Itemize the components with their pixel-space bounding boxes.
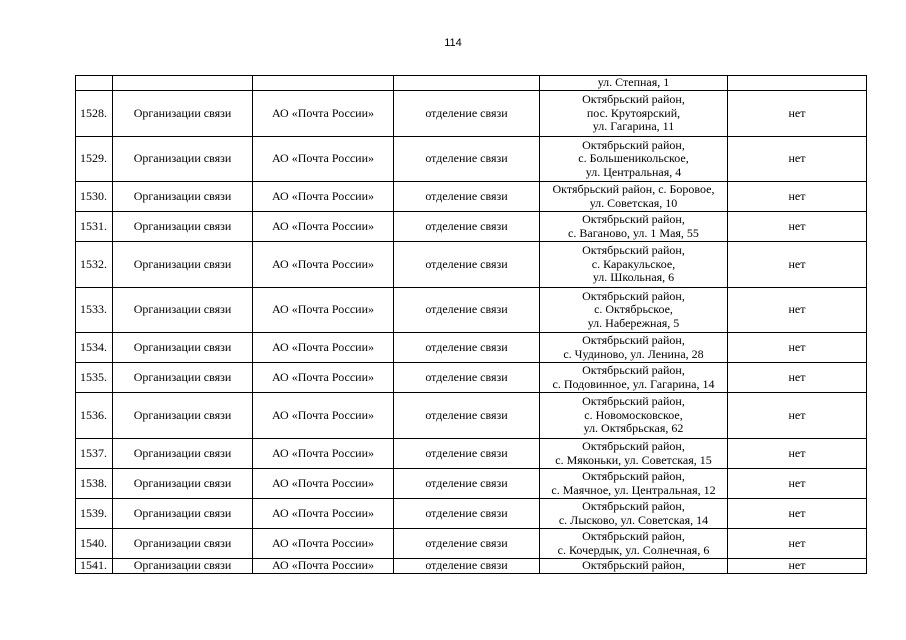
row-status: нет	[728, 212, 867, 242]
table-row	[76, 393, 867, 439]
row-object: отделение связи	[394, 288, 540, 333]
row-number: 1541.	[76, 559, 113, 574]
address-line: с. Мяконьки, ул. Советская, 15	[555, 452, 712, 467]
row-address	[540, 499, 728, 529]
row-number: 1540.	[76, 529, 113, 559]
address-line: Октябрьский район,	[582, 243, 685, 258]
row-number: 1535.	[76, 363, 113, 393]
row-category: Организации связи	[113, 288, 253, 333]
row-organization: АО «Почта России»	[253, 182, 394, 212]
row-object: отделение связи	[394, 363, 540, 393]
table-row	[76, 212, 867, 242]
address-line: с. Новомосковское,	[584, 407, 683, 422]
row-number: 1529.	[76, 137, 113, 182]
row-address	[540, 242, 728, 288]
address-line: Октябрьский район,	[582, 439, 685, 453]
row-category: Организации связи	[113, 137, 253, 182]
address-line: Октябрьский район,	[582, 499, 685, 513]
row-object: отделение связи	[394, 469, 540, 499]
address-line: с. Лысково, ул. Советская, 14	[558, 512, 709, 527]
table-row	[76, 137, 867, 182]
address-line: ул. Октябрьская, 62	[583, 421, 684, 436]
row-object: отделение связи	[394, 529, 540, 559]
page-number: 114	[444, 37, 462, 49]
cell-status	[728, 76, 867, 91]
cell-organization	[253, 76, 394, 91]
row-object: отделение связи	[394, 91, 540, 137]
row-object: отделение связи	[394, 137, 540, 182]
address-line: с. Каракульское,	[591, 256, 676, 271]
row-organization: АО «Почта России»	[253, 499, 394, 529]
table-body	[76, 76, 867, 574]
row-organization: АО «Почта России»	[253, 363, 394, 393]
row-number: 1537.	[76, 439, 113, 469]
address-line: с. Большеникольское,	[578, 151, 689, 166]
row-number: 1539.	[76, 499, 113, 529]
row-number: 1538.	[76, 469, 113, 499]
address-line: ул. Советская, 10	[589, 195, 678, 210]
row-address	[540, 439, 728, 469]
address-line: ул. Степная, 1	[597, 75, 670, 90]
row-category: Организации связи	[113, 91, 253, 137]
table-row	[76, 363, 867, 393]
table-row	[76, 559, 867, 574]
row-number: 1534.	[76, 333, 113, 363]
row-status: нет	[728, 242, 867, 288]
address-line: Октябрьский район,	[582, 92, 685, 107]
row-status: нет	[728, 288, 867, 333]
row-category: Организации связи	[113, 182, 253, 212]
row-category: Организации связи	[113, 469, 253, 499]
address-line: Октябрьский район, с. Боровое,	[552, 182, 715, 196]
row-address	[540, 559, 728, 574]
address-line: с. Октябрьское,	[594, 302, 673, 317]
row-number: 1528.	[76, 91, 113, 137]
row-address	[540, 182, 728, 212]
row-organization: АО «Почта России»	[253, 559, 394, 574]
row-object: отделение связи	[394, 182, 540, 212]
address-line: Октябрьский район,	[582, 288, 685, 303]
row-object: отделение связи	[394, 393, 540, 439]
row-category: Организации связи	[113, 393, 253, 439]
table-row	[76, 439, 867, 469]
row-address	[540, 333, 728, 363]
table-row	[76, 242, 867, 288]
row-category: Организации связи	[113, 529, 253, 559]
row-category: Организации связи	[113, 559, 253, 574]
row-number: 1531.	[76, 212, 113, 242]
row-organization: АО «Почта России»	[253, 242, 394, 288]
address-line: с. Чудиново, ул. Ленина, 28	[563, 346, 704, 361]
address-line: Октябрьский район,	[582, 363, 685, 377]
address-line: Октябрьский район,	[582, 137, 685, 152]
row-organization: АО «Почта России»	[253, 212, 394, 242]
row-object: отделение связи	[394, 212, 540, 242]
address-line: ул. Гагарина, 11	[592, 119, 675, 134]
row-address	[540, 288, 728, 333]
row-organization: АО «Почта России»	[253, 469, 394, 499]
row-object: отделение связи	[394, 559, 540, 574]
row-status: нет	[728, 393, 867, 439]
row-organization: АО «Почта России»	[253, 288, 394, 333]
row-object: отделение связи	[394, 242, 540, 288]
row-number: 1536.	[76, 393, 113, 439]
address-line: Октябрьский район,	[582, 212, 685, 226]
row-address	[540, 91, 728, 137]
table-row	[76, 288, 867, 333]
row-organization: АО «Почта России»	[253, 137, 394, 182]
cell-object	[394, 76, 540, 91]
continuation-row	[76, 76, 867, 91]
address-line: с. Подовинное, ул. Гагарина, 14	[552, 376, 715, 391]
row-object: отделение связи	[394, 439, 540, 469]
address-line: ул. Набережная, 5	[587, 315, 680, 330]
register-table	[75, 75, 867, 574]
table-row	[76, 529, 867, 559]
row-address	[540, 212, 728, 242]
row-status: нет	[728, 363, 867, 393]
address-line: ул. Центральная, 4	[585, 164, 682, 179]
table-row	[76, 182, 867, 212]
row-category: Организации связи	[113, 499, 253, 529]
row-category: Организации связи	[113, 242, 253, 288]
row-number: 1533.	[76, 288, 113, 333]
address-line: с. Ваганово, ул. 1 Мая, 55	[568, 225, 699, 240]
table-row	[76, 469, 867, 499]
row-status: нет	[728, 529, 867, 559]
row-status: нет	[728, 91, 867, 137]
row-status: нет	[728, 469, 867, 499]
row-category: Организации связи	[113, 363, 253, 393]
row-organization: АО «Почта России»	[253, 393, 394, 439]
address-line: с. Кочердык, ул. Солнечная, 6	[557, 542, 710, 557]
table-row	[76, 333, 867, 363]
row-category: Организации связи	[113, 212, 253, 242]
row-category: Организации связи	[113, 439, 253, 469]
cell-address	[540, 76, 728, 91]
address-line: Октябрьский район,	[582, 394, 685, 409]
row-status: нет	[728, 499, 867, 529]
row-object: отделение связи	[394, 333, 540, 363]
row-status: нет	[728, 182, 867, 212]
address-line: с. Маячное, ул. Центральная, 12	[551, 482, 716, 497]
row-address	[540, 393, 728, 439]
address-line: Октябрьский район,	[582, 469, 685, 483]
row-status: нет	[728, 137, 867, 182]
address-line: Октябрьский район,	[582, 333, 685, 347]
table-row	[76, 499, 867, 529]
row-address	[540, 137, 728, 182]
cell-category	[113, 76, 253, 91]
row-organization: АО «Почта России»	[253, 91, 394, 137]
row-status: нет	[728, 439, 867, 469]
row-category: Организации связи	[113, 333, 253, 363]
address-line: Октябрьский район,	[582, 529, 685, 543]
row-address	[540, 469, 728, 499]
row-organization: АО «Почта России»	[253, 439, 394, 469]
row-organization: АО «Почта России»	[253, 333, 394, 363]
row-address	[540, 363, 728, 393]
row-address	[540, 529, 728, 559]
row-object: отделение связи	[394, 499, 540, 529]
row-status: нет	[728, 559, 867, 574]
address-line: ул. Школьная, 6	[592, 270, 675, 285]
cell-num	[76, 76, 113, 91]
row-number: 1530.	[76, 182, 113, 212]
table-row	[76, 91, 867, 137]
row-number: 1532.	[76, 242, 113, 288]
row-status: нет	[728, 333, 867, 363]
address-line: Октябрьский район,	[582, 558, 685, 573]
row-organization: АО «Почта России»	[253, 529, 394, 559]
address-line: пос. Крутоярский,	[586, 105, 681, 120]
